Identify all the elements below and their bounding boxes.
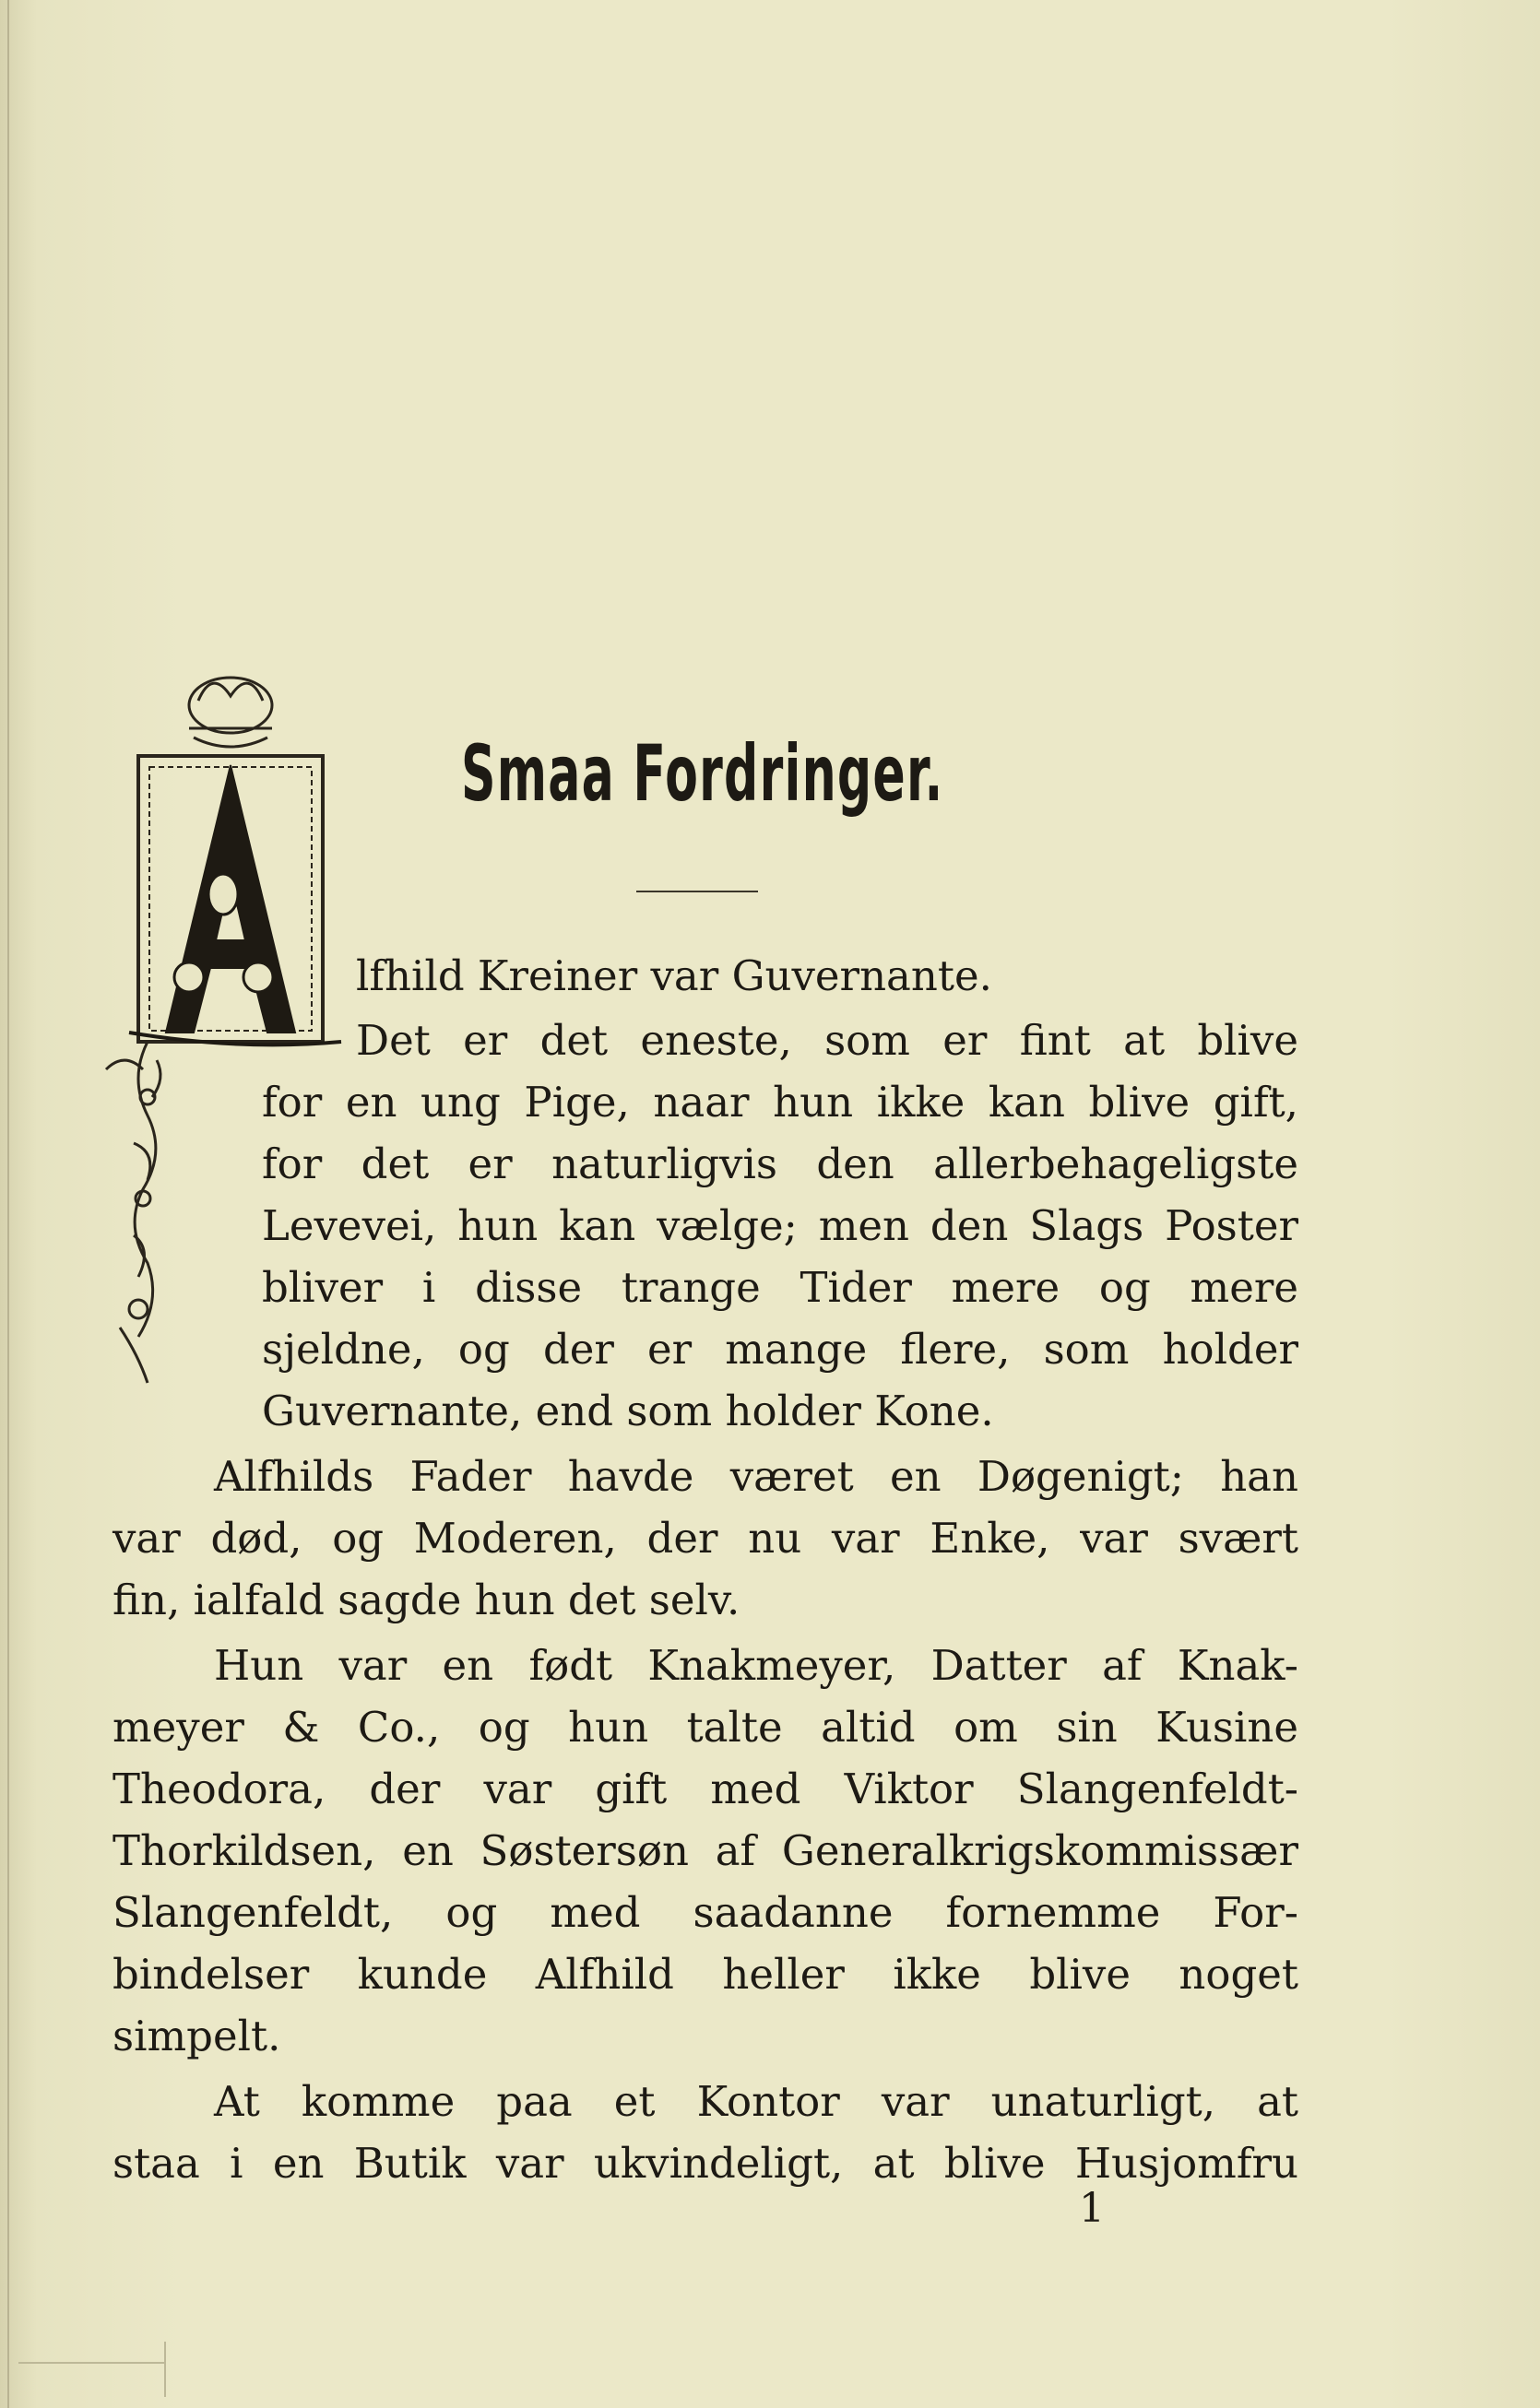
text-line: bindelser kunde Alfhild heller ikke blive noget <box>113 1950 1298 1999</box>
text-line: staa i en Butik var ukvindeligt, at blive Husjomfru <box>113 2139 1298 2188</box>
text-line: var død, og Moderen, der nu var Enke, var svært <box>113 1514 1298 1563</box>
text-line: for en ung Pige, naar hun ikke kan blive gift, <box>262 1078 1298 1127</box>
text-line: Alfhilds Fader havde været en Døgenigt; han <box>214 1452 1298 1501</box>
text-line: for det er naturligvis den allerbehageligste <box>262 1139 1298 1188</box>
text-line: lfhild Kreiner var Guvernante. <box>356 951 992 1000</box>
page-edge <box>7 0 9 2408</box>
text-line: Theodora, der var gift med Viktor Slangenfeldt- <box>113 1765 1298 1813</box>
text-line: sjeldne, og der er mange flere, som holder <box>262 1325 1298 1374</box>
page-edge-mark <box>18 2362 166 2364</box>
text-line: Slangenfeldt, og med saadanne fornemme For- <box>113 1888 1298 1937</box>
text-line: Levevei, hun kan vælge; men den Slags Poster <box>262 1201 1298 1250</box>
page-edge-mark <box>164 2342 166 2397</box>
text-line: Guvernante, end som holder Kone. <box>262 1387 994 1435</box>
text-line: Hun var en født Knakmeyer, Datter af Knak- <box>214 1641 1298 1690</box>
text-line: bliver i disse trange Tider mere og mere <box>262 1263 1298 1312</box>
text-line: Thorkildsen, en Søstersøn af Generalkrigskommissær <box>113 1826 1298 1875</box>
chapter-title: Smaa Fordringer. <box>461 728 944 819</box>
text-line: At komme paa et Kontor var unaturligt, at <box>214 2077 1298 2126</box>
text-line: meyer & Co., og hun talte altid om sin Kusine <box>113 1703 1298 1752</box>
title-rule <box>636 891 758 892</box>
text-line: simpelt. <box>113 2012 281 2060</box>
text-line: fin, ialfald sagde hun det selv. <box>113 1576 740 1624</box>
page-number: 1 <box>1079 2185 1105 2232</box>
text-line: Det er det eneste, som er fint at blive <box>356 1016 1298 1065</box>
